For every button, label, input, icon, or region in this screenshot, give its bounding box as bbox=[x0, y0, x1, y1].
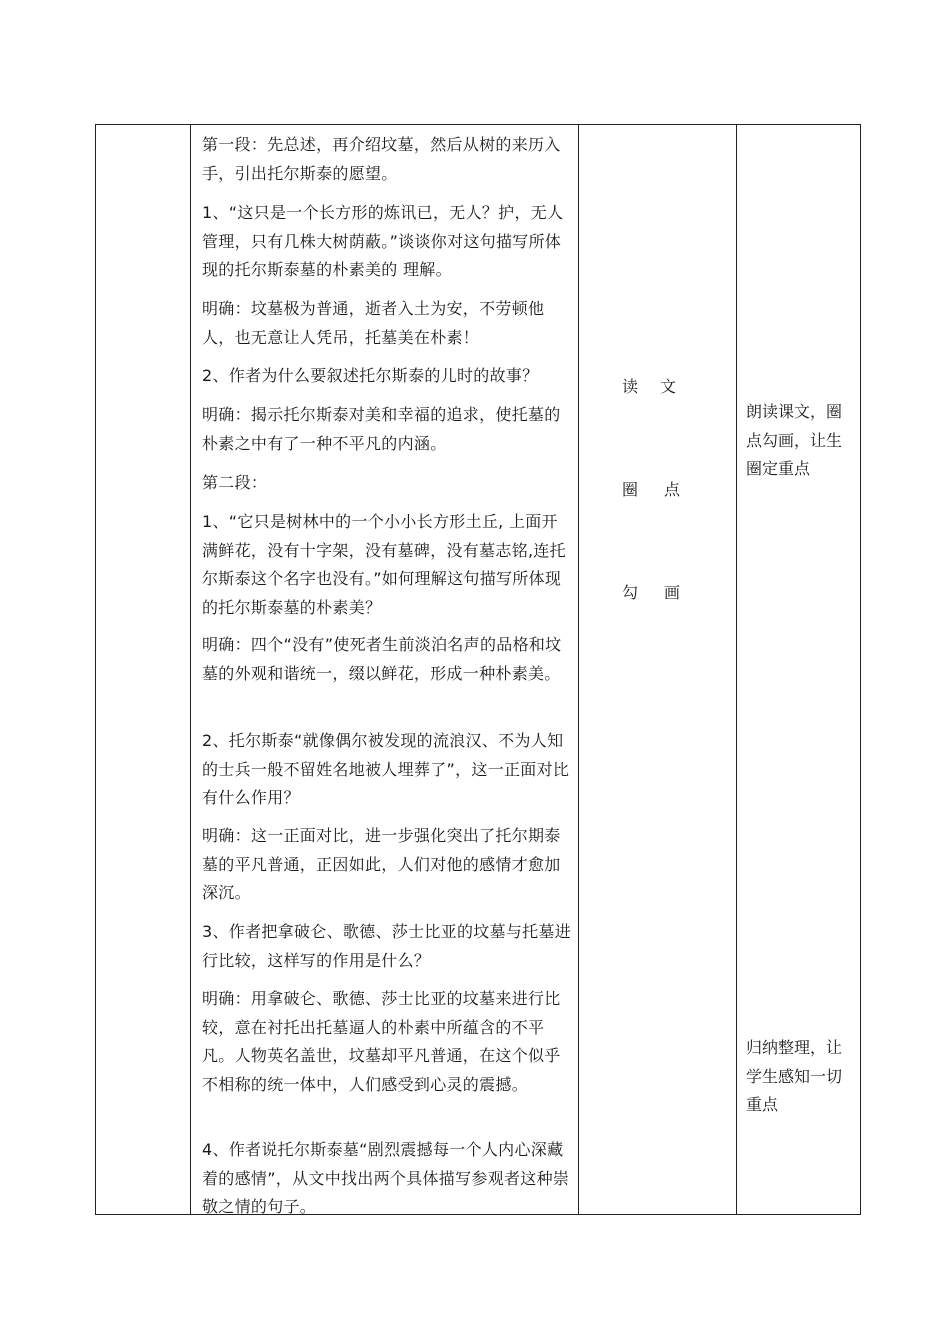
paragraph-question-2-4: 4、作者说托尔斯泰墓“剧烈震撼每一个人内心深藏着的感情”，从文中找出两个具体描写参观者这种崇敬之情的句子。 bbox=[202, 1140, 570, 1216]
column-divider-3 bbox=[736, 124, 737, 1215]
column-divider-2 bbox=[578, 124, 579, 1215]
paragraph-answer-1-1: 明确：坟墓极为普通，逝者入土为安，不劳顿他人，也无意让人凭吊，托墓美在朴素！ bbox=[202, 299, 545, 347]
paragraph-answer-1-2: 明确：揭示托尔斯泰对美和幸福的追求，使托墓的朴素之中有了一种不平凡的内涵。 bbox=[202, 405, 561, 453]
note-summarize: 归纳整理，让学生感知一切重点 bbox=[746, 1038, 843, 1114]
paragraph-answer-2-3: 明确：用拿破仑、歌德、莎士比亚的坟墓来进行比较，意在衬托出托墓逼人的朴素中所蕴含的不平凡。人物英名盖世，坟墓却平凡普通，在这个似乎不相称的统一体中，人们感受到心灵的震撼。 bbox=[202, 989, 561, 1094]
column-divider-1 bbox=[190, 124, 191, 1215]
table-cell-empty bbox=[96, 125, 190, 1214]
paragraph-question-2-3: 3、作者把拿破仑、歌德、莎士比亚的坟墓与托墓进行比较，这样写的作用是什么？ bbox=[202, 922, 572, 970]
paragraph-question-2-2: 2、托尔斯泰“就像偶尔被发现的流浪汉、不为人知的士兵一般不留姓名地被人埋葬了”，这一正面对比有什么作用？ bbox=[202, 731, 570, 807]
activity-read-text: 读 文 bbox=[622, 377, 677, 396]
paragraph-answer-2-2: 明确：这一正面对比，进一步强化突出了托尔期泰墓的平凡普通，正因如此，人们对他的感情才愈加深沉。 bbox=[202, 826, 561, 902]
paragraph-question-2-1: 1、“它只是树林中的一个小小长方形土丘, 上面开满鲜花，没有十字架，没有墓碑，没有墓志铭,连托尔斯泰这个名字也没有。”如何理解这句描写所体现的托尔斯泰墓的朴素美？ bbox=[202, 512, 566, 617]
paragraph-section-2-heading: 第二段： bbox=[202, 473, 268, 492]
paragraph-question-1-1: 1、“这只是一个长方形的炼讯已，无人？护，无人管理，只有几株大树荫蔽。”谈谈你对这句描写所体现的托尔斯泰墓的朴素美的 理解。 bbox=[202, 203, 564, 279]
activity-underline: 勾 画 bbox=[622, 583, 681, 602]
note-read-aloud: 朗读课文，圈点勾画，让生圈定重点 bbox=[746, 402, 843, 478]
table-top-border bbox=[95, 124, 861, 125]
paragraph-answer-2-1: 明确：四个“没有”使死者生前淡泊名声的品格和坟墓的外观和谐统一，缀以鲜花，形成一种朴素美。 bbox=[202, 635, 562, 683]
paragraph-section-1-summary: 第一段：先总述，再介绍坟墓，然后从树的来历入手，引出托尔斯泰的愿望。 bbox=[202, 135, 561, 183]
paragraph-question-1-2: 2、作者为什么要叙述托尔斯泰的儿时的故事？ bbox=[202, 366, 539, 385]
activity-circle-mark: 圈 点 bbox=[622, 480, 681, 499]
table-right-border bbox=[860, 124, 861, 1215]
